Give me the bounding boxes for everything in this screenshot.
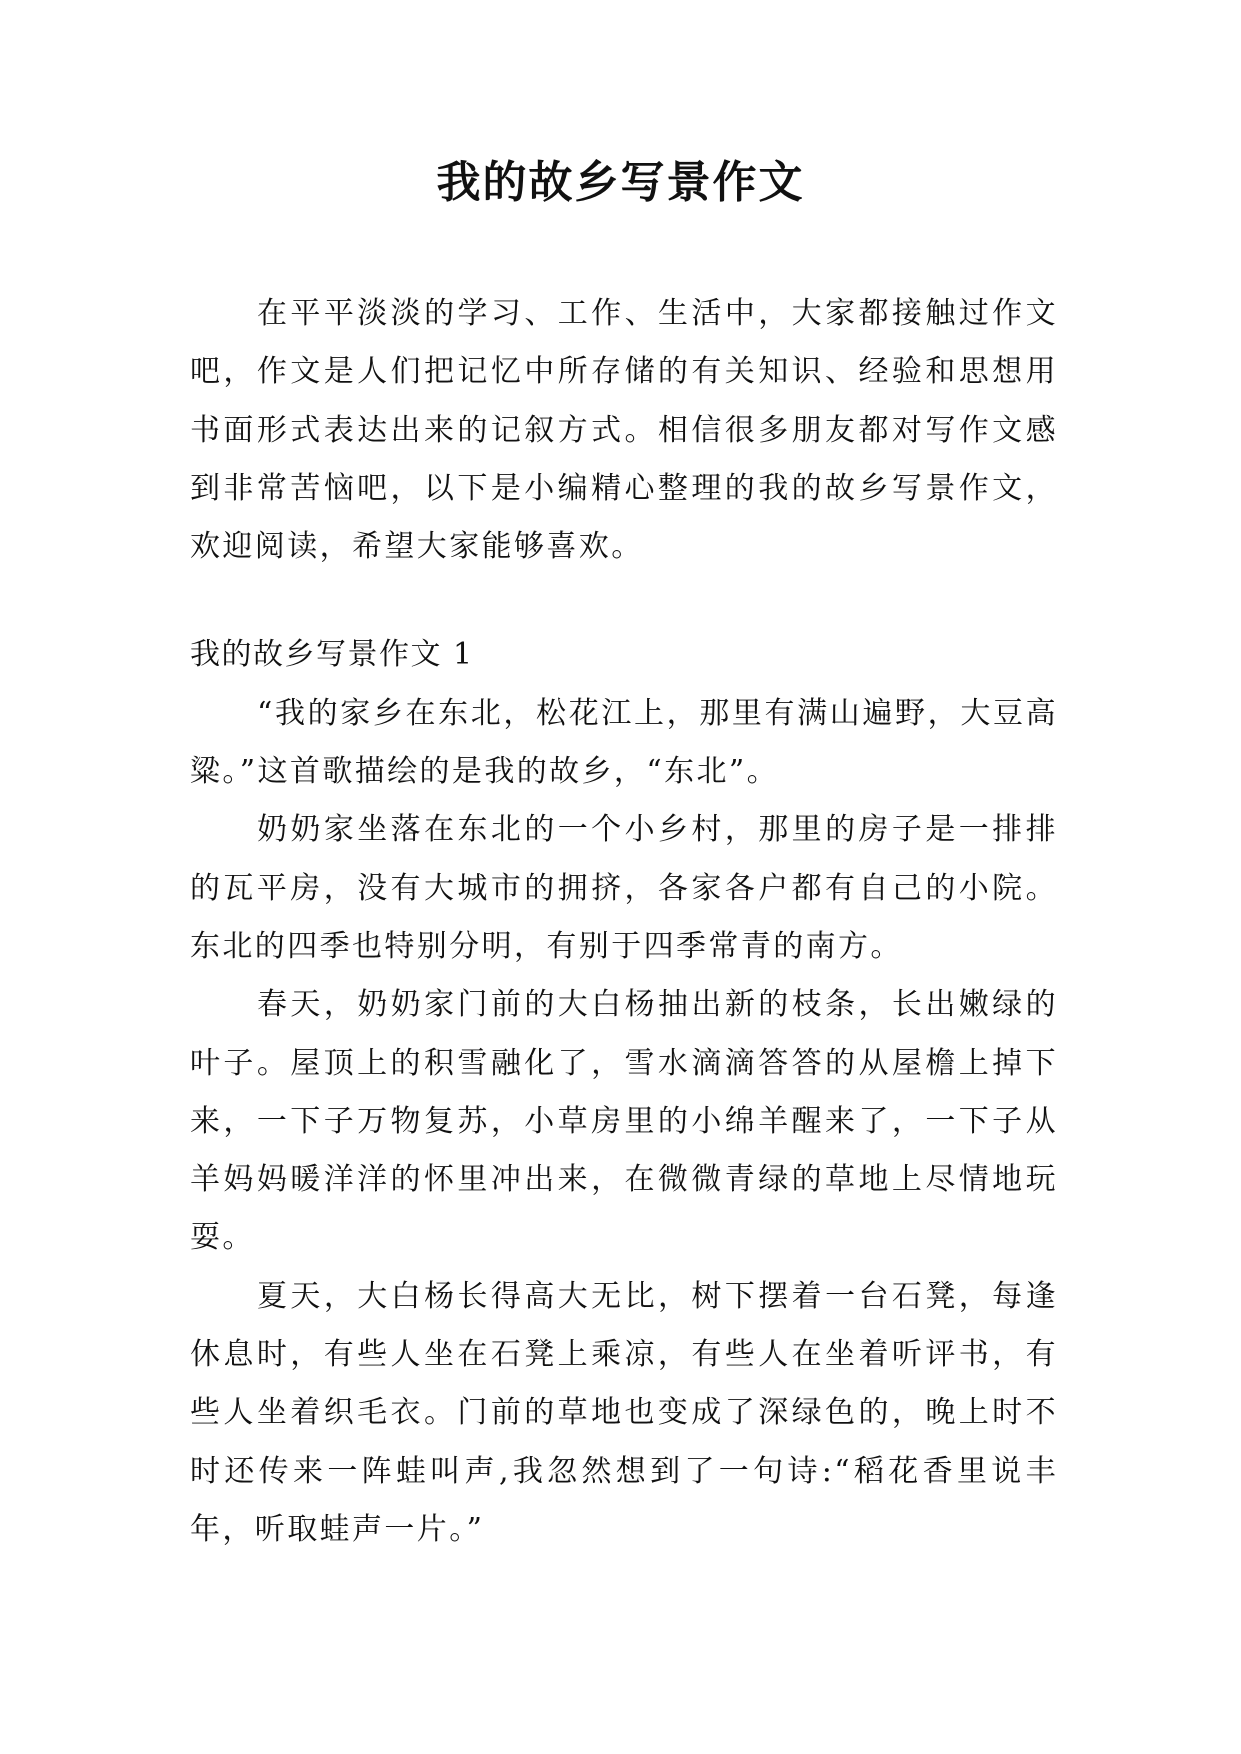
body-paragraph: 春天，奶奶家门前的大白杨抽出新的枝条，长出嫩绿的叶子。屋顶上的积雪融化了，雪水滴滴答答的从屋檐上掉下来，一下子万物复苏，小草房里的小绵羊醒来了，一下子从羊妈妈暖洋洋的怀里冲出来，在微微青绿的草地上尽情地玩耍。 bbox=[190, 987, 1058, 1256]
section-heading: 我的故乡写景作文 1 bbox=[190, 637, 474, 673]
body-paragraph: 奶奶家坐落在东北的一个小乡村，那里的房子是一排排的瓦平房，没有大城市的拥挤，各家各户都有自己的小院。东北的四季也特别分明，有别于四季常青的南方。 bbox=[190, 812, 1058, 964]
document-title: 我的故乡写景作文 bbox=[436, 157, 805, 208]
body-paragraph: “我的家乡在东北，松花江上，那里有满山遍野，大豆高粱。”这首歌描绘的是我的故乡，“东北”。 bbox=[190, 695, 1058, 790]
intro-paragraph: 在平平淡淡的学习、工作、生活中，大家都接触过作文吧，作文是人们把记忆中所存储的有关知识、经验和思想用书面形式表达出来的记叙方式。相信很多朋友都对写作文感到非常苦恼吧，以下是小编精心整理的我的故乡写景作文，欢迎阅读，希望大家能够喜欢。 bbox=[190, 296, 1058, 565]
body-paragraph: 夏天，大白杨长得高大无比，树下摆着一台石凳，每逢休息时，有些人坐在石凳上乘凉，有些人在坐着听评书，有些人坐着织毛衣。门前的草地也变成了深绿色的，晚上时不时还传来一阵蛙叫声,我忽然想到了一句诗:“稻花香里说丰年，听取蛙声一片。” bbox=[190, 1278, 1058, 1547]
document-body bbox=[190, 285, 1058, 1559]
